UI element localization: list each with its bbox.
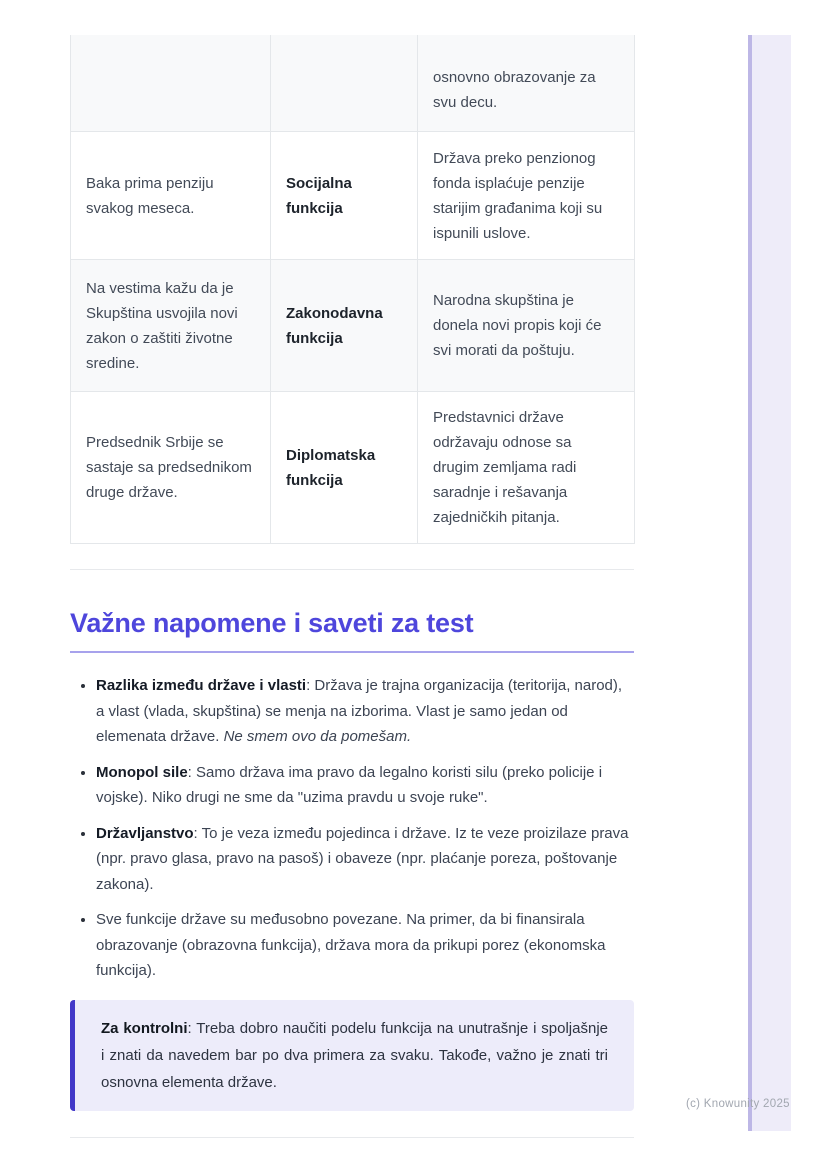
table-cell-function [271, 35, 418, 132]
table-cell-function: Socijalna funkcija [271, 132, 418, 260]
table-cell-description: Predstavnici države održavaju odnose sa drugim zemljama radi saradnje i rešavanja zajedničkih pitanja. [418, 392, 635, 544]
note-term: Monopol sile [96, 763, 188, 781]
copyright-watermark: (c) Knowunity 2025 [686, 1098, 790, 1110]
exam-tip-callout [70, 1000, 634, 1111]
footer-divider [70, 1137, 634, 1138]
page-edge-strip [748, 35, 791, 1131]
table-row [71, 132, 635, 260]
table-cell-example: Na vestima kažu da je Skupština usvojila novi zakon o zaštiti životne sredine. [71, 260, 271, 392]
callout-text: : Treba dobro naučiti podelu funkcija na unutrašnje i spoljašnje i znati da navedem bar po dva primera za svaku. Takođe, važno je znati tri osnovna elementa države. [101, 1019, 608, 1091]
note-text: Sve funkcije države su međusobno povezane. Na primer, da bi finansirala obrazovanje (obrazovna funkcija), država mora da prikupi porez (ekonomska funkcija). [96, 911, 606, 979]
note-text: : To je veza između pojedinca i države. Iz te veze proizilaze prava (npr. pravo glasa, pravo na pasoš) i obaveze (npr. plaćanje poreza, poštovanje zakona). [96, 824, 629, 893]
document-content [70, 0, 634, 1138]
list-item [96, 907, 634, 984]
table-cell-description: Država preko penzionog fonda isplaćuje penzije starijim građanima koji su ispunili uslove. [418, 132, 635, 260]
table-row [71, 392, 635, 544]
page-title: Važne napomene i saveti za test [70, 607, 634, 653]
table-cell-example: Baka prima penziju svakog meseca. [71, 132, 271, 260]
notes-list [70, 673, 634, 984]
list-item [96, 760, 634, 811]
table-cell-function: Zakonodavna funkcija [271, 260, 418, 392]
callout-term: Za kontrolni [101, 1019, 188, 1037]
table-row [71, 260, 635, 392]
state-functions-table [70, 35, 635, 544]
list-item [96, 673, 634, 750]
section-divider [70, 569, 634, 570]
table-cell-description: Narodna skupština je donela novi propis koji će svi morati da poštuju. [418, 260, 635, 392]
note-text: : Država je trajna organizacija (teritorija, narod), a vlast (vlada, skupština) se menja na izborima. Vlast je samo jedan od elemenata države. [96, 677, 623, 745]
table-row [71, 35, 635, 132]
note-text: : Samo država ima pravo da legalno koristi silu (preko policije i vojske). Niko drugi ne sme da "uzima pravdu u svoje ruke". [96, 763, 603, 806]
table-cell-description: osnovno obrazovanje za svu decu. [418, 35, 635, 132]
table-cell-example: Predsednik Srbije se sastaje sa predsednikom druge države. [71, 392, 271, 544]
table-cell-example [71, 35, 271, 132]
note-term: Državljanstvo [96, 824, 194, 842]
note-term: Razlika između države i vlasti [96, 677, 307, 694]
list-item [96, 821, 634, 898]
table-cell-function: Diplomatska funkcija [271, 392, 418, 544]
note-italic: Ne smem ovo da pomešam. [223, 728, 412, 745]
